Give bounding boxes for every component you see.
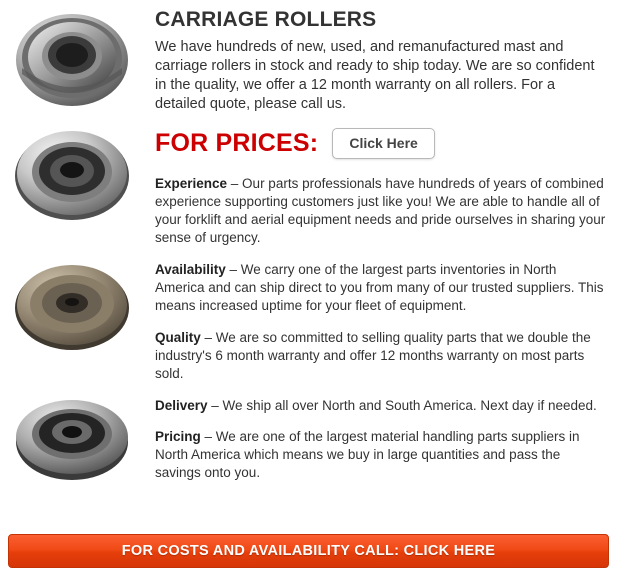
feature-quality-term: Quality <box>155 330 201 345</box>
carriage-roller-flat-bronze-icon <box>8 250 138 362</box>
roller-photo-1 <box>8 2 138 114</box>
carriage-roller-grooved-icon <box>8 2 138 114</box>
feature-experience-term: Experience <box>155 176 228 191</box>
click-here-button[interactable]: Click Here <box>332 128 434 159</box>
carriage-roller-tapered-icon <box>8 382 138 494</box>
product-image-column <box>0 0 148 526</box>
carriage-roller-sealed-bearing-icon <box>8 118 138 230</box>
feature-availability <box>155 261 607 315</box>
roller-photo-4 <box>8 382 138 494</box>
content-column <box>155 0 607 496</box>
cta-banner-button[interactable] <box>8 534 609 568</box>
roller-photo-3 <box>8 250 138 362</box>
feature-quality-text: – We are so committed to selling quality parts that we double the industry's 6 month warranty and offer 12 months warranty on most parts sold. <box>155 330 591 381</box>
feature-pricing-term: Pricing <box>155 429 201 444</box>
feature-delivery-text: – We ship all over North and South America. Next day if needed. <box>207 398 597 413</box>
feature-experience <box>155 175 607 247</box>
feature-pricing-text: – We are one of the largest material handling parts suppliers in North America which means we buy in large quantities and pass the savings onto you. <box>155 429 580 480</box>
feature-quality <box>155 329 607 383</box>
roller-photo-2 <box>8 118 138 230</box>
for-prices-heading: FOR PRICES: <box>155 129 319 157</box>
feature-experience-text: – Our parts professionals have hundreds of years of combined experience supporting customers just like you! We are able to handle all of your forklift and aerial equipment needs and pride ourselves in sharing your sense of urgency. <box>155 176 606 245</box>
feature-availability-text: – We carry one of the largest parts inventories in North America and can ship direct to you from many of our trusted suppliers. This means increased uptime for your fleet of equipment. <box>155 262 604 313</box>
feature-availability-term: Availability <box>155 262 226 277</box>
feature-delivery <box>155 397 607 415</box>
page-title: CARRIAGE ROLLERS <box>155 8 377 31</box>
intro-paragraph: We have hundreds of new, used, and remanufactured mast and carriage rollers in stock and ready to ship today. We are so confident in the quality, we offer a 12 month warranty on all rollers. For a detailed quote, please call us. <box>155 39 595 112</box>
feature-delivery-term: Delivery <box>155 398 208 413</box>
cta-banner-label: FOR COSTS AND AVAILABILITY CALL: CLICK HERE <box>121 543 496 559</box>
prices-row <box>155 128 607 159</box>
feature-pricing <box>155 428 607 482</box>
